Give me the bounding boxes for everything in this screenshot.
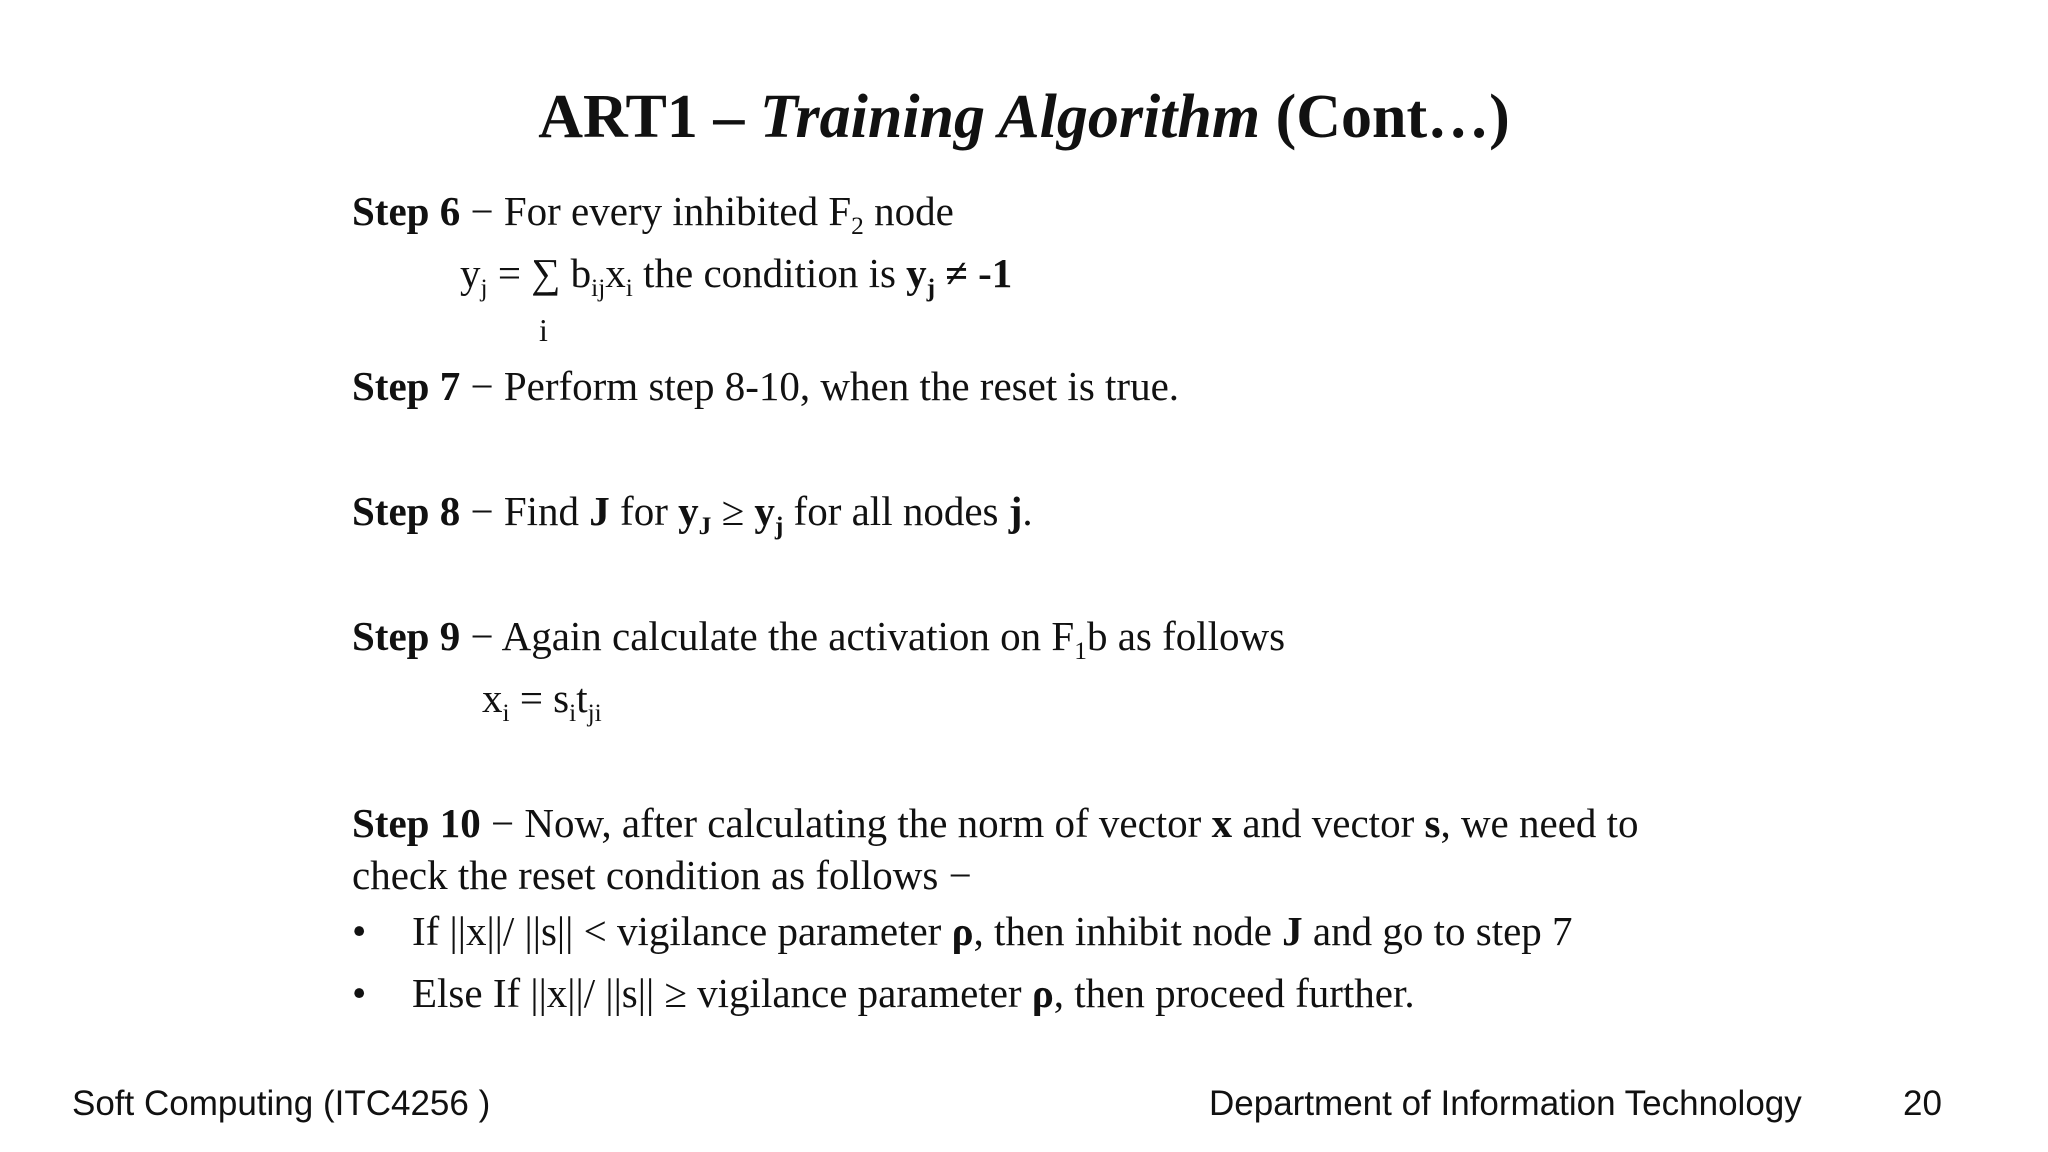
bullet-1-text-2: , then inhibit node (973, 908, 1283, 954)
eq9-eq: = s (509, 675, 570, 721)
step-7 (352, 361, 1179, 412)
eq-cond-sub: j (926, 273, 936, 302)
step-6 (352, 186, 954, 240)
step-10-line-2: check the reset condition as follows − (352, 852, 972, 898)
step-8-yJ-base: y (678, 488, 699, 534)
step-9-label: Step 9 (352, 613, 461, 659)
bullet-2-rho: ρ (1031, 970, 1054, 1016)
step-8-yj (754, 488, 784, 540)
step-10-label: Step 10 (352, 800, 481, 846)
step-10-x: x (1211, 800, 1233, 846)
bullet-2-text-1: Else If ||x||/ ||s|| ≥ vigilance parameter (412, 970, 1032, 1016)
eq-b-sub: ij (591, 273, 606, 302)
step-8-j: j (1008, 488, 1023, 534)
step-6-equation (460, 248, 1013, 302)
step-10 (352, 798, 1639, 849)
title-suffix: (Cont…) (1260, 83, 1510, 151)
step-8-text-1: − Find (460, 488, 590, 534)
list-item (352, 968, 1573, 1030)
step-9 (352, 611, 1286, 665)
footer-course: Soft Computing (ITC4256 ) (72, 1084, 491, 1123)
eq9-x: x (482, 675, 503, 721)
step-8 (352, 486, 1033, 540)
step-9-equation (482, 673, 602, 727)
step-8-yJ (678, 488, 712, 540)
step-6-label: Step 6 (352, 188, 461, 234)
step-8-J: J (589, 488, 610, 534)
list-item (352, 906, 1573, 968)
step-6-subscript: 2 (851, 211, 864, 240)
eq9-x-sub: i (502, 698, 510, 727)
step-10-text-3: , we need to (1440, 800, 1639, 846)
step-9-text-1: − Again calculate the activation on F (460, 613, 1075, 659)
eq-y: y (460, 250, 481, 296)
slide-title (0, 80, 2048, 154)
step-7-label: Step 7 (352, 363, 461, 409)
eq-sum: = ∑ b (487, 250, 592, 296)
bullet-1-rho: ρ (951, 908, 974, 954)
bullet-1-text-1: If ||x||/ ||s|| < vigilance parameter (412, 908, 952, 954)
step-10-text-1: − Now, after calculating the norm of vector (480, 800, 1212, 846)
bullet-list (352, 906, 1573, 1030)
sum-index: i (539, 312, 548, 348)
step-8-yj-sub: j (774, 511, 784, 540)
bullet-1-text-3: and go to step 7 (1302, 908, 1573, 954)
step-9-text-2: b as follows (1086, 613, 1286, 659)
eq9-s-sub: i (569, 698, 577, 727)
step-8-period: . (1022, 488, 1033, 534)
title-italic: Training Algorithm (759, 83, 1261, 151)
step-9-subscript: 1 (1074, 636, 1087, 665)
step-6-text: − For every inhibited F (460, 188, 852, 234)
step-8-text-3: for all nodes (783, 488, 1009, 534)
bullet-1-J: J (1282, 908, 1303, 954)
step-10-s: s (1424, 800, 1441, 846)
eq9-t: t (576, 675, 588, 721)
step-8-yJ-sub: J (698, 511, 712, 540)
eq-cond-y: y (906, 250, 927, 296)
page-number: 20 (1903, 1084, 1942, 1123)
bullet-dot: • (352, 908, 367, 954)
bullet-dot: • (352, 970, 367, 1016)
title-prefix: ART1 – (538, 83, 760, 151)
step-8-yj-base: y (754, 488, 775, 534)
step-8-text-2: for (609, 488, 679, 534)
eq-condition (906, 250, 1013, 302)
step-8-label: Step 8 (352, 488, 461, 534)
eq-x-sub: i (625, 273, 633, 302)
eq-condition-text: the condition is (632, 250, 907, 296)
step-7-text: − Perform step 8-10, when the reset is true. (460, 363, 1180, 409)
footer-department: Department of Information Technology (1209, 1084, 1802, 1123)
eq-x: x (605, 250, 626, 296)
eq9-t-sub: ji (587, 698, 602, 727)
eq-y-sub: j (480, 273, 488, 302)
step-10-text-2: and vector (1232, 800, 1425, 846)
step-6-text-end: node (863, 188, 954, 234)
bullet-2-text-2: , then proceed further. (1053, 970, 1415, 1016)
eq-cond-rest: ≠ -1 (935, 250, 1013, 296)
step-8-ge: ≥ (711, 488, 755, 534)
